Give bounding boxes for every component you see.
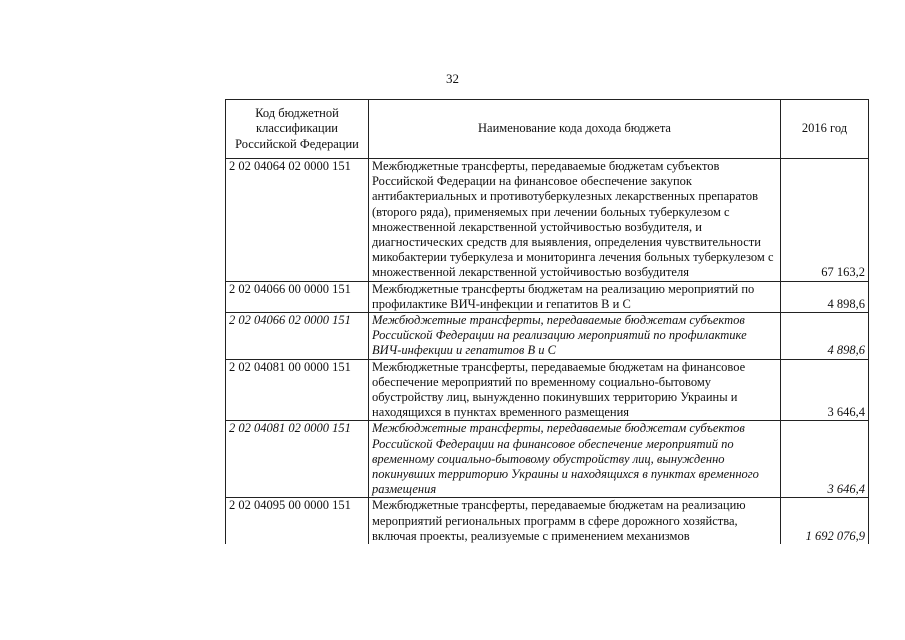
header-name: Наименование кода дохода бюджета [369, 100, 781, 159]
table-row [226, 498, 869, 544]
table-header-row [226, 100, 869, 159]
row-amount: 4 898,6 [781, 313, 869, 360]
row-name: Межбюджетные трансферты, передаваемые бюджетам на финансовое обеспечение мероприятий по временному социально-бытовому обустройству лиц, вынужденно покинувших территорию Украины и находящихся в пунктах временного размещения [369, 359, 781, 421]
row-code: 2 02 04081 00 0000 151 [226, 359, 369, 421]
table-row [226, 159, 869, 282]
row-amount: 4 898,6 [781, 281, 869, 312]
row-code: 2 02 04081 02 0000 151 [226, 421, 369, 498]
page-number: 32 [446, 71, 459, 86]
table-row [226, 421, 869, 498]
table-row [226, 281, 869, 312]
row-name: Межбюджетные трансферты, передаваемые бюджетам субъектов Российской Федерации на финансовое обеспечение мероприятий по временному социально-бытовому обустройству лиц, вынужденно покинувших территорию Украины и находящихся в пунктах временного размещения [369, 421, 781, 498]
row-amount: 1 692 076,9 [781, 498, 869, 544]
row-name: Межбюджетные трансферты, передаваемые бюджетам субъектов Российской Федерации на реализацию мероприятий по профилактике ВИЧ-инфекции и гепатитов В и С [369, 313, 781, 360]
row-name: Межбюджетные трансферты, передаваемые бюджетам на реализацию мероприятий региональных программ в сфере дорожного хозяйства, включая проекты, реализуемые с применением механизмов [369, 498, 781, 544]
row-amount: 3 646,4 [781, 359, 869, 421]
row-code: 2 02 04066 00 0000 151 [226, 281, 369, 312]
budget-revenue-table [225, 99, 869, 544]
row-code: 2 02 04066 02 0000 151 [226, 313, 369, 360]
row-amount: 67 163,2 [781, 159, 869, 282]
row-amount: 3 646,4 [781, 421, 869, 498]
row-name: Межбюджетные трансферты бюджетам на реализацию мероприятий по профилактике ВИЧ-инфекции и гепатитов В и С [369, 281, 781, 312]
header-code: Код бюджетной классификации Российской Федерации [226, 100, 369, 159]
row-code: 2 02 04095 00 0000 151 [226, 498, 369, 544]
row-name: Межбюджетные трансферты, передаваемые бюджетам субъектов Российской Федерации на финансовое обеспечение закупок антибактериальных и противотуберкулезных лекарственных препаратов (второго ряда), применяемых при лечении больных туберкулезом с множественной лекарственной устойчивостью возбудителя, и диагностических средств для выявления, определения чувствительности микобактерии туберкулеза и мониторинга лечения больных туберкулезом с множественной лекарственной устойчивостью возбудителя [369, 159, 781, 282]
row-code: 2 02 04064 02 0000 151 [226, 159, 369, 282]
header-year: 2016 год [781, 100, 869, 159]
table-row [226, 359, 869, 421]
table-row [226, 313, 869, 360]
